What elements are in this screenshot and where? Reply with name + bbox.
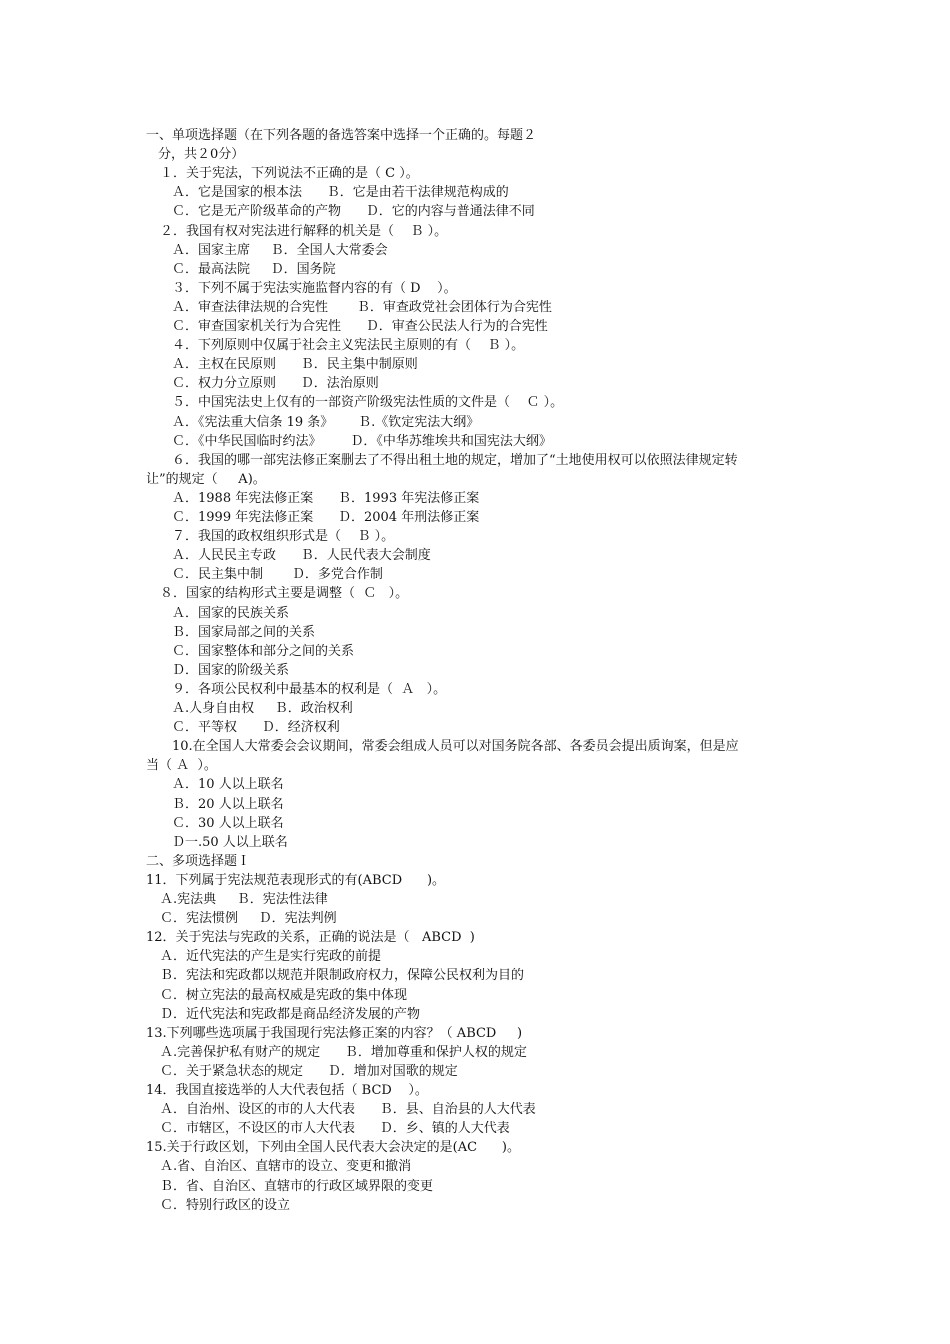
text-line: Ａ．10 人以上联名 [172, 777, 284, 793]
text-line: Ｄ一.50 人以上联名 [172, 834, 288, 850]
text-line: Ａ.人身自由权 Ｂ．政治权利 [172, 701, 353, 716]
text-line: Ａ.省、自治区、直辖市的设立、变更和撤消 [160, 1159, 412, 1175]
text-line: １．关于宪法，下列说法不正确的是（ C ）。 [160, 166, 419, 182]
text-line: Ｃ．《中华民国临时约法》 Ｄ．《中华苏维埃共和国宪法大纲》 [172, 433, 552, 449]
text-line: 10.在全国人大常委会会议期间，常委会组成人员可以对国务院各部、各委员会提出质询案，但是应 [172, 739, 739, 755]
text-line: 让”的规定（ A)。 [146, 471, 266, 487]
text-line: Ｃ．关于紧急状态的规定 Ｄ．增加对国歌的规定 [160, 1063, 458, 1079]
text-line: ５．中国宪法史上仅有的一部资产阶级宪法性质的文件是（ Ｃ ）。 [172, 395, 564, 411]
text-line: ９．各项公民权利中最基本的权利是（ Ａ ）。 [172, 681, 447, 697]
text-line: Ａ．人民民主专政 Ｂ．人民代表大会制度 [172, 548, 431, 564]
text-line: Ｃ．权力分立原则 Ｄ．法治原则 [172, 376, 379, 392]
text-line: 二、多项选择题Ｉ [146, 853, 251, 869]
text-line: ３．下列不属于宪法实施监督内容的有（ D ）。 [172, 280, 457, 296]
text-line: Ｃ．它是无产阶级革命的产物 Ｄ．它的内容与普通法律不同 [172, 204, 535, 220]
text-line: Ｃ．30 人以上联名 [172, 815, 284, 831]
text-line: 11．下列属于宪法规范表现形式的有(ABCD )。 [146, 872, 446, 888]
text-line: 当（ Ａ ）。 [146, 758, 217, 774]
text-line: Ａ．国家主席 Ｂ．全国人大常委会 [172, 242, 388, 258]
text-line: Ｃ．宪法惯例 Ｄ．宪法判例 [160, 911, 337, 927]
text-line: 一、单项选择题（在下列各题的备选答案中选择一个正确的。每题２ [146, 128, 537, 143]
text-line: Ｃ．1999 年宪法修正案 Ｄ．2004 年刑法修正案 [172, 510, 480, 525]
text-line: 12．关于宪法与宪政的关系，正确的说法是（ ABCD ) [146, 930, 475, 946]
text-line: Ｃ．最高法院 Ｄ．国务院 [172, 261, 336, 277]
text-line: Ａ．审查法律法规的合宪性 Ｂ．审查政党社会团体行为合宪性 [172, 299, 552, 315]
text-line: ８．国家的结构形式主要是调整（ Ｃ ）。 [160, 586, 409, 602]
text-line: ４．下列原则中仅属于社会主义宪法民主原则的有（ Ｂ ）。 [172, 338, 525, 354]
text-line: Ｃ．特别行政区的设立 [160, 1197, 291, 1213]
text-line: Ｂ．20 人以上联名 [172, 796, 284, 812]
text-line: ６．我国的哪一部宪法修正案删去了不得出租土地的规定，增加了“土地使用权可以依照法律规定转 [172, 452, 738, 468]
text-line: Ｃ．审查国家机关行为合宪性 Ｄ．审查公民法人行为的合宪性 [172, 319, 548, 334]
text-line: Ａ．主权在民原则 Ｂ．民主集中制原则 [172, 357, 418, 373]
text-line: Ｃ．民主集中制 Ｄ．多党合作制 [172, 567, 383, 583]
text-line: Ａ．它是国家的根本法 Ｂ．它是由若干法律规范构成的 [172, 185, 509, 201]
text-line: Ｂ．省、自治区、直辖市的行政区域界限的变更 [160, 1178, 434, 1194]
text-line: Ａ．《宪法重大信条 19 条》 Ｂ.《钦定宪法大纲》 [172, 414, 480, 430]
text-line: Ａ．1988 年宪法修正案 Ｂ．1993 年宪法修正案 [172, 490, 480, 506]
text-line: Ｃ．树立宪法的最高权威是宪政的集中体现 [160, 987, 408, 1003]
text-line: Ａ.宪法典 Ｂ．宪法性法律 [160, 892, 328, 907]
text-line: Ａ．自治州、设区的市的人大代表 Ｂ．县、自治县的人大代表 [160, 1102, 536, 1118]
text-line: Ｂ．国家局部之间的关系 [172, 624, 316, 640]
text-line: 15.关于行政区划，下列由全国人民代表大会决定的是(AC )。 [146, 1140, 520, 1156]
text-line: Ｃ．平等权 Ｄ．经济权利 [172, 720, 340, 736]
text-line: Ａ.完善保护私有财产的规定 Ｂ．增加尊重和保护人权的规定 [160, 1044, 527, 1060]
text-line: 13.下列哪些选项属于我国现行宪法修正案的内容？（ ABCD ) [146, 1025, 523, 1041]
text-line: 分，共２0分） [158, 147, 245, 163]
text-line: Ｄ．近代宪法和宪政都是商品经济发展的产物 [160, 1006, 421, 1022]
text-line: Ｄ．国家的阶级关系 [172, 662, 290, 678]
text-line: ７．我国的政权组织形式是（ Ｂ ）。 [172, 529, 395, 545]
text-line: Ａ．近代宪法的产生是实行宪政的前提 [160, 949, 382, 965]
text-line: ２．我国有权对宪法进行解释的机关是（ Ｂ ）。 [160, 223, 448, 239]
text-line: Ａ．国家的民族关系 [172, 605, 290, 621]
text-line: 14．我国直接选举的人大代表包括（ BCD ）。 [146, 1083, 428, 1098]
text-line: Ｃ．国家整体和部分之间的关系 [172, 643, 355, 659]
text-line: Ｃ．市辖区，不设区的市人大代表 Ｄ．乡、镇的人大代表 [160, 1121, 510, 1137]
text-line: Ｂ．宪法和宪政都以规范并限制政府权力，保障公民权利为目的 [160, 968, 525, 984]
